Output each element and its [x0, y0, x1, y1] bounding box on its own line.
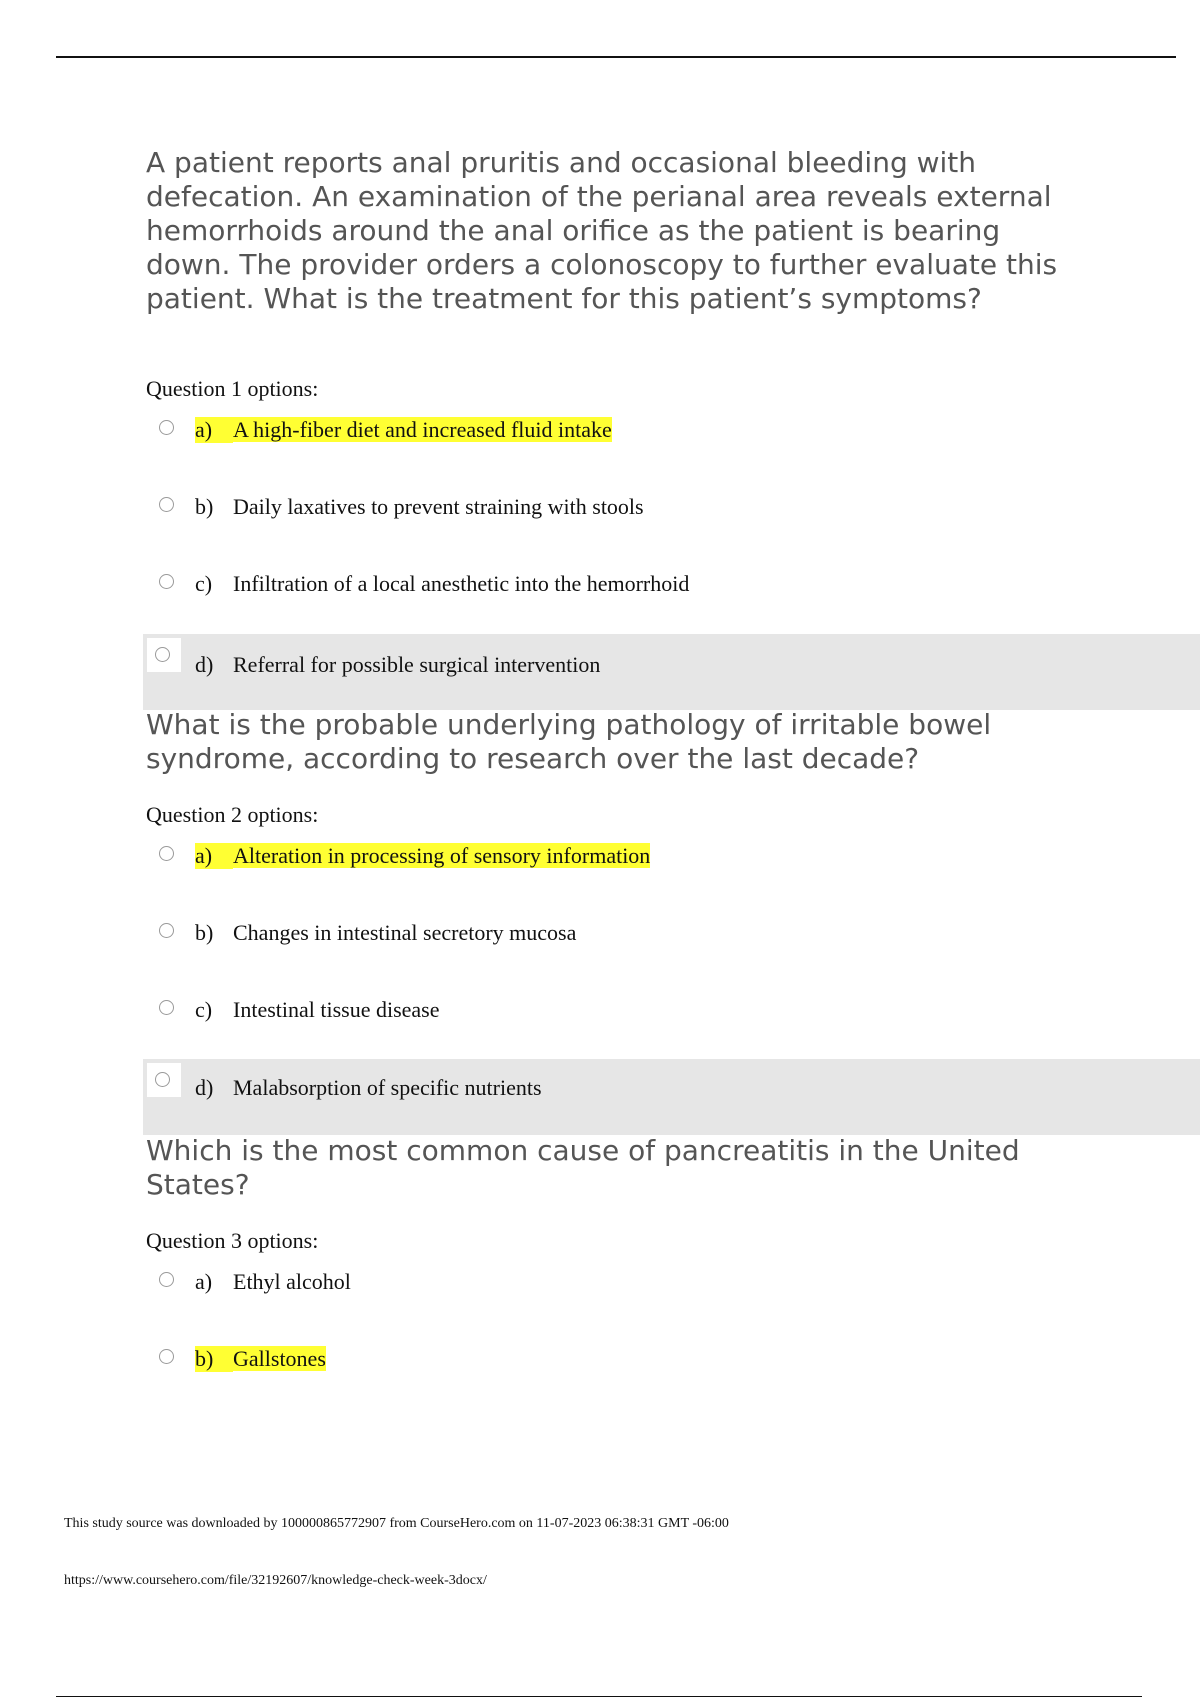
question-2-option-c[interactable]	[143, 984, 1200, 1060]
radio-button[interactable]	[155, 1072, 170, 1087]
option-letter: b)	[195, 1346, 233, 1372]
option-letter: a)	[195, 417, 233, 443]
source-url[interactable]: https://www.coursehero.com/file/32192607/knowledge-check-week-3docx/	[64, 1573, 487, 1588]
question-3-option-b[interactable]	[143, 1333, 1200, 1409]
download-note: This study source was downloaded by 100000865772907 from CourseHero.com on 11-07-2023 06:38:31 GMT -06:00	[64, 1516, 729, 1531]
question-1-text: A patient reports anal pruritis and occasional bleeding with defecation. An examination of the perianal area reveals external hemorrhoids around the anal orifice as the patient is bearing down. The provider orders a colonoscopy to further evaluate this patient. What is the treatment for this patient’s symptoms?	[146, 146, 1058, 315]
radio-button[interactable]	[155, 647, 170, 662]
radio-button[interactable]	[159, 923, 174, 938]
option-label: Malabsorption of specific nutrients	[233, 1075, 542, 1100]
question-3-option-a[interactable]	[143, 1256, 1200, 1332]
question-2-text: What is the probable underlying pathology of irritable bowel syndrome, according to research over the last decade?	[146, 708, 992, 775]
question-1-option-b[interactable]	[143, 481, 1200, 557]
question-2-option-a[interactable]	[143, 830, 1200, 906]
radio-button[interactable]	[159, 497, 174, 512]
bottom-rule	[56, 1696, 1142, 1697]
question-2-option-d[interactable]	[143, 1059, 1200, 1135]
radio-button[interactable]	[159, 1272, 174, 1287]
option-letter: b)	[195, 494, 214, 519]
radio-button[interactable]	[159, 420, 174, 435]
option-letter: a)	[195, 1269, 213, 1294]
option-label: Intestinal tissue disease	[233, 997, 440, 1022]
question-2-option-b[interactable]	[143, 907, 1200, 983]
question-2-options-label: Question 2 options:	[146, 802, 319, 827]
radio-button[interactable]	[159, 574, 174, 589]
option-letter: c)	[195, 571, 213, 596]
option-label: Changes in intestinal secretory mucosa	[233, 920, 577, 945]
option-label: A high-fiber diet and increased fluid intake	[233, 417, 612, 442]
question-1-option-a[interactable]	[143, 404, 1200, 480]
option-label: Infiltration of a local anesthetic into the hemorrhoid	[233, 571, 690, 596]
question-1-option-c[interactable]	[143, 558, 1200, 634]
radio-button[interactable]	[159, 1349, 174, 1364]
question-1-option-d[interactable]	[143, 634, 1200, 710]
option-letter: c)	[195, 997, 213, 1022]
option-letter: b)	[195, 920, 214, 945]
question-3-text: Which is the most common cause of pancreatitis in the United States?	[146, 1134, 1020, 1201]
radio-button[interactable]	[159, 1000, 174, 1015]
question-1-options-label: Question 1 options:	[146, 376, 319, 401]
option-label: Ethyl alcohol	[233, 1269, 351, 1294]
option-label: Gallstones	[233, 1346, 326, 1371]
option-letter: d)	[195, 652, 214, 677]
option-letter: a)	[195, 843, 233, 869]
radio-button[interactable]	[159, 846, 174, 861]
question-3-options-label: Question 3 options:	[146, 1228, 319, 1253]
option-label: Alteration in processing of sensory information	[233, 843, 651, 868]
option-letter: d)	[195, 1075, 214, 1100]
option-label: Daily laxatives to prevent straining with stools	[233, 494, 644, 519]
top-rule	[56, 56, 1176, 58]
option-label: Referral for possible surgical intervention	[233, 652, 601, 677]
